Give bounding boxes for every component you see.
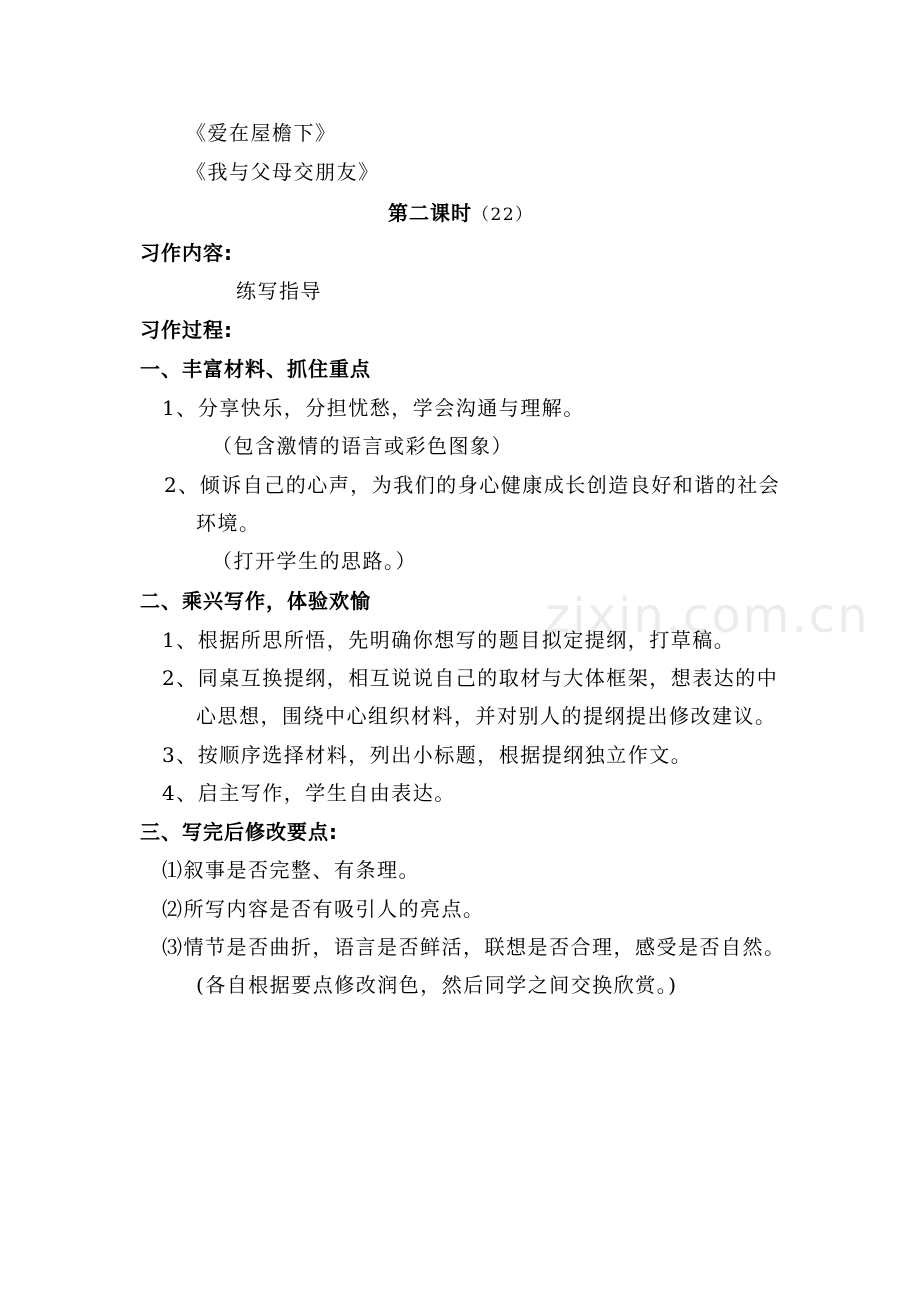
lesson-title: 第二课时	[388, 201, 472, 225]
section-2-line-4: 3、按顺序选择材料，列出小标题，根据提纲独立作文。	[162, 743, 693, 767]
section-3-line-2: ⑵所写内容是否有吸引人的亮点。	[162, 897, 485, 921]
book-title-2: 《我与父母交朋友》	[186, 160, 380, 184]
lesson-number: （22）	[472, 205, 534, 225]
watermark: zixin.com.cn	[545, 588, 870, 644]
section-2-line-2: 2、同桌互换提纲，相互说说自己的取材与大体框架，想表达的中	[162, 666, 779, 690]
section-1-line-2: （包含激情的语言或彩色图象）	[212, 434, 513, 458]
section-1-line-5: （打开学生的思路。）	[212, 549, 417, 573]
section-heading-1: 一、丰富材料、抓住重点	[140, 357, 371, 381]
lesson-title-line	[388, 200, 534, 228]
section-2-line-3: 心思想，围绕中心组织材料，并对别人的提纲提出修改建议。	[196, 704, 777, 728]
section-heading-2: 二、乘兴写作，体验欢愉	[140, 589, 371, 613]
section-3-line-4: (各自根据要点修改润色，然后同学之间交换欣赏。)	[196, 973, 678, 997]
section-1-line-1: 1、分享快乐，分担忧愁，学会沟通与理解。	[162, 396, 585, 420]
section-2-line-5: 4、启主写作，学生自由表达。	[162, 781, 456, 805]
section-3-line-3: ⑶情节是否曲折，语言是否鲜活，联想是否合理，感受是否自然。	[162, 935, 786, 959]
content-heading: 习作内容:	[140, 241, 233, 265]
section-heading-3: 三、写完后修改要点:	[140, 820, 338, 844]
content-text: 练写指导	[236, 279, 322, 303]
section-2-line-1: 1、根据所思所悟，先明确你想写的题目拟定提纲，打草稿。	[162, 628, 736, 652]
section-1-line-4: 环境。	[196, 511, 261, 535]
section-3-line-1: ⑴叙事是否完整、有条理。	[162, 858, 420, 882]
book-title-1: 《爱在屋檐下》	[186, 121, 337, 145]
section-1-line-3: 2、倾诉自己的心声，为我们的身心健康成长创造良好和谐的社会	[164, 473, 781, 497]
process-heading: 习作过程:	[140, 318, 233, 342]
